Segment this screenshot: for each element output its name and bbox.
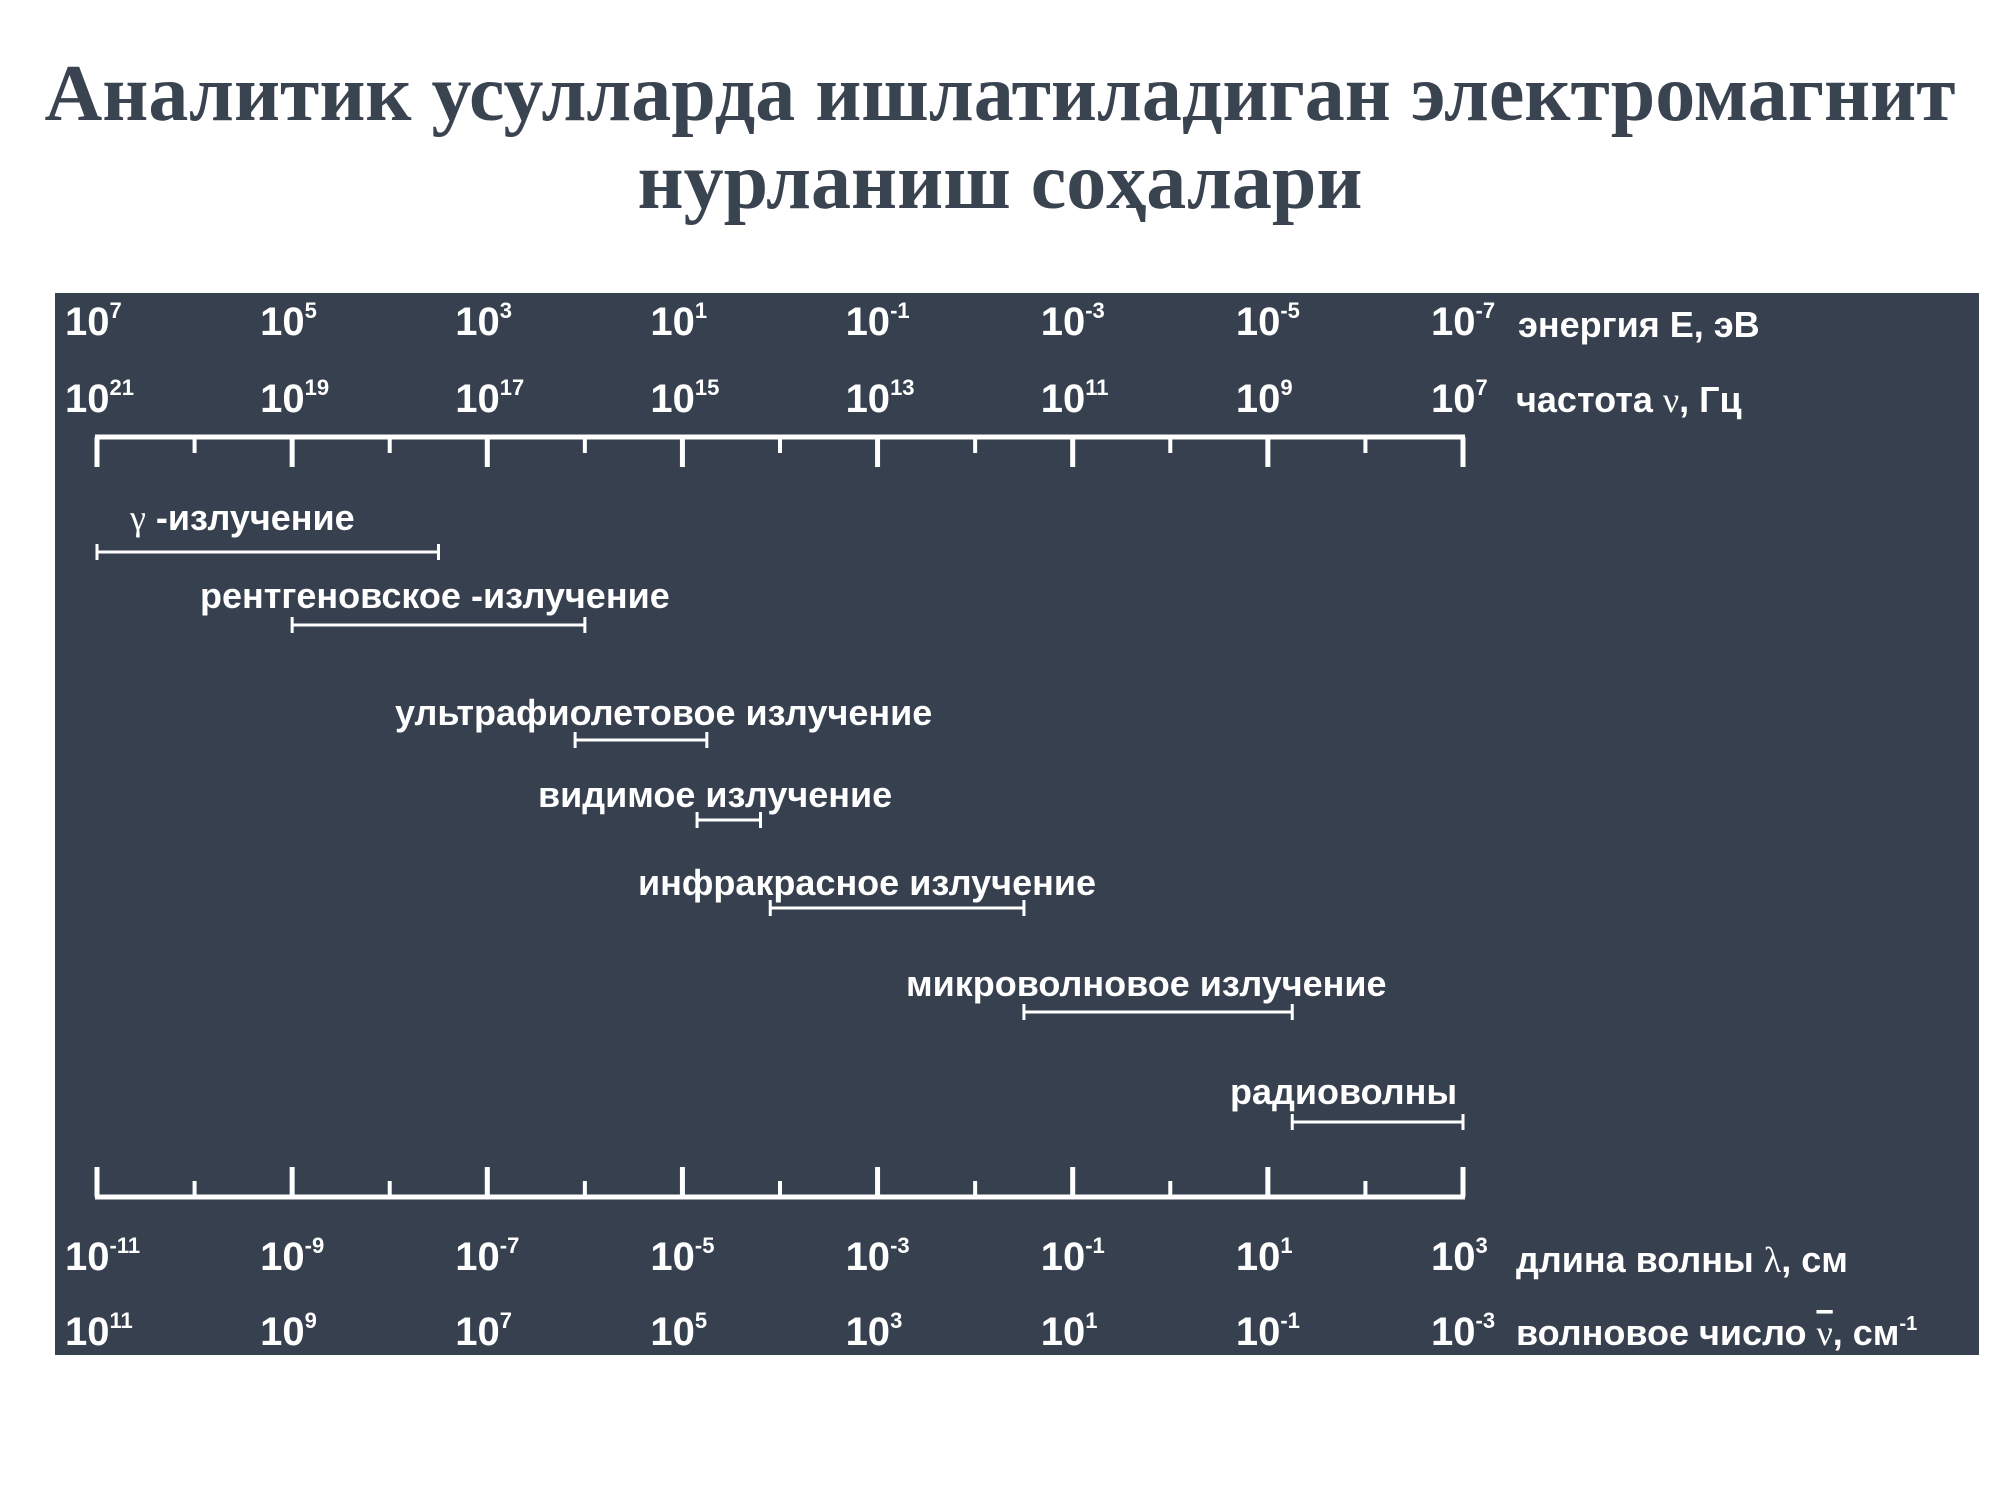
uv-label: ультрафиолетовое излучение (395, 692, 933, 733)
energy-tick-label: $10^{-7}$ (1431, 298, 1496, 344)
frequency-tick-label: $10^{17}$ (455, 375, 525, 421)
frequency-tick-label: $10^{19}$ (260, 375, 330, 421)
energy-tick-label: $10^7$ (65, 298, 122, 344)
energy-tick-label: $10^{-1}$ (845, 298, 910, 344)
energy-tick-label: $10^1$ (650, 298, 708, 344)
wavenumber-tick-label: $10^{11}$ (65, 1308, 133, 1354)
wavenumber-tick-label: $10^3$ (845, 1308, 903, 1354)
microwave-label: микроволновое излучение (906, 963, 1387, 1004)
wavenumber-tick-label: $10^9$ (260, 1308, 317, 1354)
title-line-2: нурланиш соҳалари (637, 138, 1363, 226)
frequency-tick-label: $10^{11}$ (1040, 375, 1109, 421)
frequency-tick-label: $10^7$ (1431, 375, 1488, 421)
wavenumber-axis-label: волновое число ν, $см^{-1}$ (1516, 1312, 1918, 1353)
energy-tick-label: $10^5$ (260, 298, 317, 344)
frequency-tick-label: $10^{15}$ (650, 375, 720, 421)
frequency-tick-label: $10^{21}$ (65, 375, 134, 421)
wavelength-tick-label: $10^{-3}$ (845, 1233, 910, 1279)
energy-tick-label: $10^3$ (455, 298, 513, 344)
wavenumber-tick-label: $10^1$ (1040, 1308, 1098, 1354)
wavenumber-tick-label: $10^{-1}$ (1235, 1308, 1300, 1354)
visible-label: видимое излучение (538, 774, 893, 815)
wavelength-tick-label: $10^{-1}$ (1040, 1233, 1105, 1279)
energy-axis-label: энергия E, эВ (1518, 304, 1760, 345)
title-line-1: Аналитик усулларда ишлатиладиган электромагнит (44, 50, 1956, 138)
frequency-axis-label: частота ν, Гц (1516, 379, 1742, 420)
wavelength-tick-label: $10^{-5}$ (650, 1233, 715, 1279)
wavelength-tick-label: $10^{-9}$ (260, 1233, 325, 1279)
energy-tick-label: $10^{-5}$ (1235, 298, 1300, 344)
radio-label: радиоволны (1230, 1071, 1458, 1112)
wavelength-tick-label: $10^{-11}$ (65, 1233, 141, 1279)
wavelength-tick-label: $10^1$ (1235, 1233, 1293, 1279)
wavelength-tick-label: $10^{-7}$ (455, 1233, 520, 1279)
energy-tick-label: $10^{-3}$ (1040, 298, 1105, 344)
xray-label: рентгеновское -излучение (200, 575, 670, 616)
frequency-tick-label: $10^9$ (1235, 375, 1293, 421)
gamma-label: γ -излучение (130, 497, 355, 538)
wavenumber-tick-label: $10^7$ (455, 1308, 513, 1354)
wavenumber-tick-label: $10^{-3}$ (1431, 1308, 1496, 1354)
frequency-tick-label: $10^{13}$ (845, 375, 915, 421)
wavelength-axis-label: длина волны λ, см (1516, 1239, 1848, 1280)
wavenumber-tick-label: $10^5$ (650, 1308, 708, 1354)
wavelength-tick-label: $10^3$ (1431, 1233, 1488, 1279)
infrared-label: инфракрасное излучение (638, 862, 1096, 903)
